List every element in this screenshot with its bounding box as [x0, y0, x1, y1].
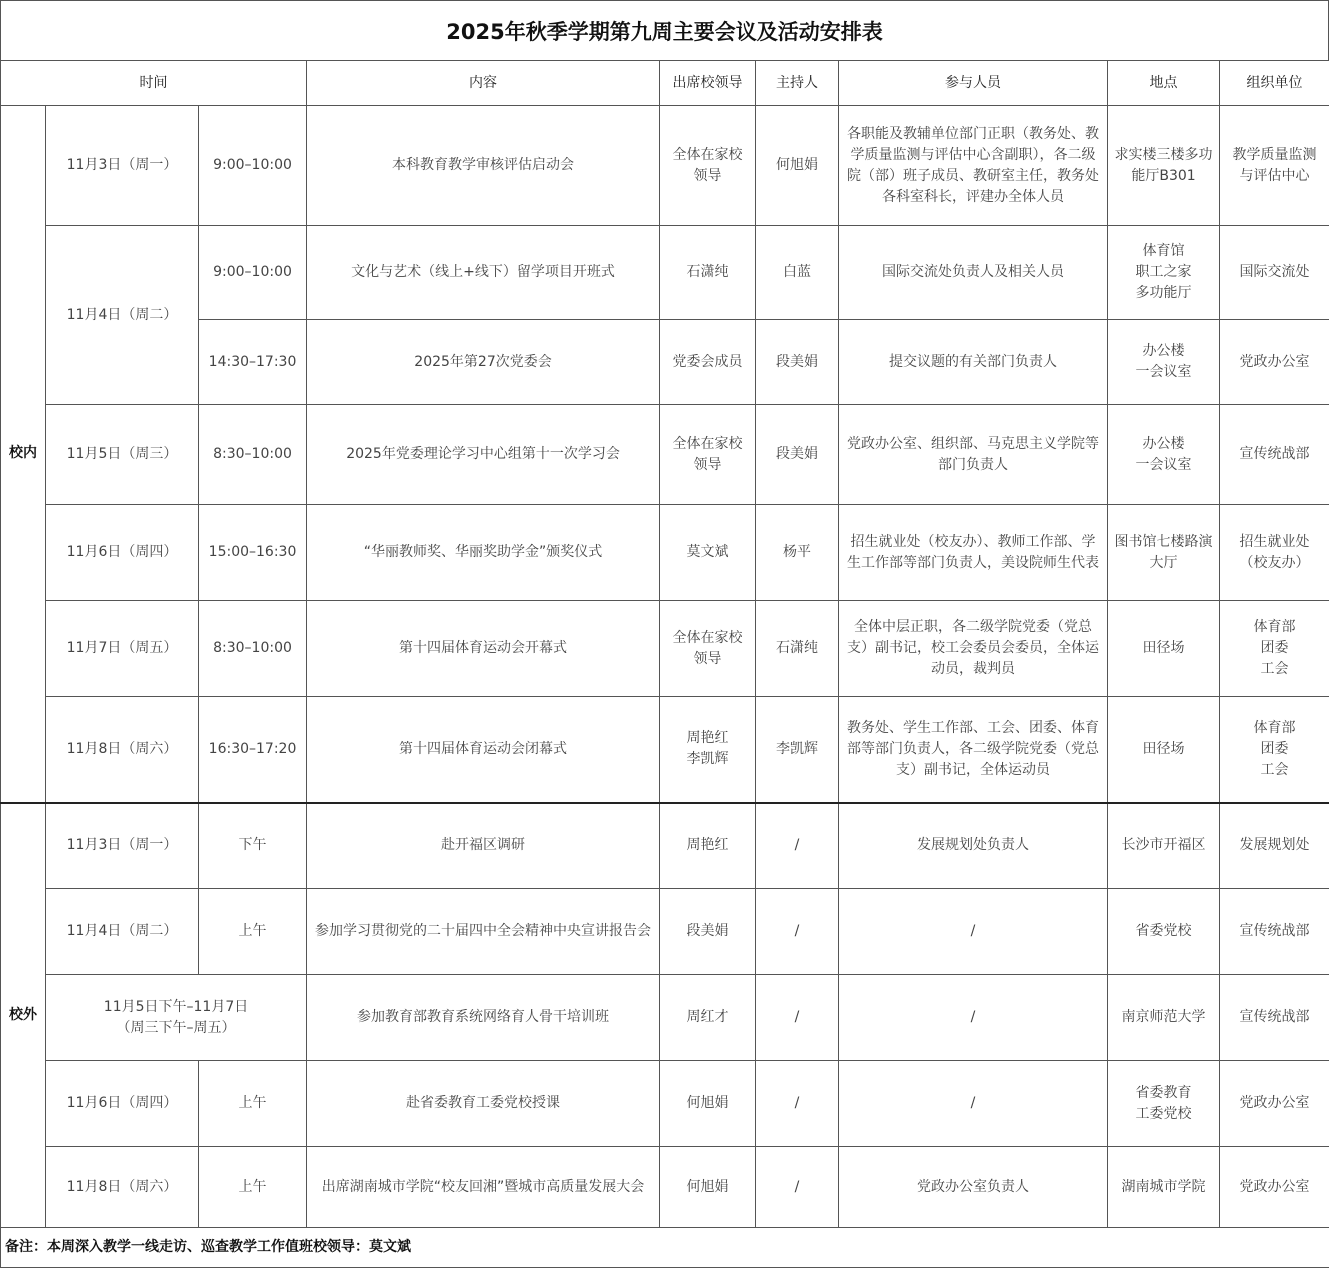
table-row — [1, 320, 1329, 405]
organizer-cell: 发展规划处 — [1220, 803, 1329, 889]
leader-cell — [660, 697, 756, 803]
leader-cell: 周红才 — [660, 975, 756, 1061]
location-cell — [1108, 1061, 1220, 1147]
schedule-table — [0, 60, 1329, 1268]
location-line: 办公楼 — [1142, 343, 1185, 359]
table-row — [1, 697, 1329, 803]
organizer-cell: 宣传统战部 — [1220, 889, 1329, 975]
date-cell: 11月4日（周二） — [46, 889, 199, 975]
location-cell: 省委党校 — [1108, 889, 1220, 975]
leader-cell: 石潇纯 — [660, 226, 756, 320]
host-cell: 石潇纯 — [756, 601, 839, 697]
group-label-internal: 校内 — [1, 106, 46, 803]
header-participants: 参与人员 — [839, 61, 1108, 106]
host-cell: 白蓝 — [756, 226, 839, 320]
host-cell: 何旭娟 — [756, 106, 839, 226]
location-cell: 南京师范大学 — [1108, 975, 1220, 1061]
host-cell: / — [756, 889, 839, 975]
table-row — [1, 601, 1329, 697]
location-line: 省委教育 — [1135, 1084, 1192, 1101]
participants-cell: 各职能及教辅单位部门正职（教务处、教学质量监测与评估中心含副职），各二级院（部）班子成员、教研室主任，教务处各科室科长，评建办全体人员 — [839, 106, 1108, 226]
leader-cell: 周艳红 — [660, 803, 756, 889]
header-row — [1, 61, 1329, 106]
table-row — [1, 505, 1329, 601]
participants-cell: / — [839, 975, 1108, 1061]
table-row — [1, 106, 1329, 226]
host-cell: 李凯辉 — [756, 697, 839, 803]
time-cell: 下午 — [199, 803, 307, 889]
participants-cell: 国际交流处负责人及相关人员 — [839, 226, 1108, 320]
organizer-line: 工会 — [1260, 761, 1289, 778]
group-label-external: 校外 — [1, 803, 46, 1228]
date-cell: 11月6日（周四） — [46, 1061, 199, 1147]
participants-cell: 党政办公室、组织部、马克思主义学院等部门负责人 — [839, 405, 1108, 505]
leader-cell: 全体在家校领导 — [660, 405, 756, 505]
time-cell: 上午 — [199, 1061, 307, 1147]
location-cell: 湖南城市学院 — [1108, 1147, 1220, 1228]
location-cell — [1108, 226, 1220, 320]
time-cell: 16:30–17:20 — [199, 697, 307, 803]
table-row — [1, 803, 1329, 889]
content-cell: 2025年党委理论学习中心组第十一次学习会 — [307, 405, 660, 505]
header-leader: 出席校领导 — [660, 61, 756, 106]
organizer-cell: 招生就业处（校友办） — [1220, 505, 1329, 601]
time-cell: 15:00–16:30 — [199, 505, 307, 601]
location-cell — [1108, 405, 1220, 505]
location-line: 体育馆 — [1142, 243, 1185, 259]
location-cell: 田径场 — [1108, 601, 1220, 697]
leader-line: 周艳红 — [686, 730, 729, 747]
content-cell: 第十四届体育运动会闭幕式 — [307, 697, 660, 803]
footnote: 备注：本周深入教学一线走访、巡查教学工作值班校领导：莫文斌 — [1, 1228, 1329, 1268]
table-row — [1, 405, 1329, 505]
location-cell: 田径场 — [1108, 697, 1220, 803]
organizer-line: 团委 — [1260, 640, 1289, 656]
organizer-line: 团委 — [1260, 740, 1289, 757]
date-cell: 11月3日（周一） — [46, 106, 199, 226]
location-line: 工委党校 — [1135, 1105, 1192, 1122]
location-line: 一会议室 — [1135, 364, 1192, 380]
date-line: 11月5日下午–11月7日 — [103, 998, 249, 1015]
content-cell: 出席湖南城市学院“校友回湘”暨城市高质量发展大会 — [307, 1147, 660, 1228]
organizer-cell: 国际交流处 — [1220, 226, 1329, 320]
content-cell: 赴省委教育工委党校授课 — [307, 1061, 660, 1147]
participants-cell: 发展规划处负责人 — [839, 803, 1108, 889]
date-line: （周三下午–周五） — [116, 1019, 236, 1036]
content-cell: 第十四届体育运动会开幕式 — [307, 601, 660, 697]
table-row — [1, 1147, 1329, 1228]
time-cell: 8:30–10:00 — [199, 601, 307, 697]
location-cell: 长沙市开福区 — [1108, 803, 1220, 889]
organizer-cell — [1220, 697, 1329, 803]
date-cell — [46, 975, 307, 1061]
leader-cell: 全体在家校领导 — [660, 106, 756, 226]
organizer-line: 体育部 — [1253, 619, 1296, 635]
header-organizer: 组织单位 — [1220, 61, 1329, 106]
time-cell: 上午 — [199, 889, 307, 975]
leader-cell: 全体在家校领导 — [660, 601, 756, 697]
content-cell: “华丽教师奖、华丽奖助学金”颁奖仪式 — [307, 505, 660, 601]
table-row — [1, 889, 1329, 975]
organizer-cell: 党政办公室 — [1220, 320, 1329, 405]
organizer-cell: 党政办公室 — [1220, 1147, 1329, 1228]
location-line: 职工之家 — [1135, 264, 1192, 280]
header-content: 内容 — [307, 61, 660, 106]
participants-cell: 提交议题的有关部门负责人 — [839, 320, 1108, 405]
time-cell: 上午 — [199, 1147, 307, 1228]
host-cell: 段美娟 — [756, 320, 839, 405]
content-cell: 赴开福区调研 — [307, 803, 660, 889]
participants-cell: 党政办公室负责人 — [839, 1147, 1108, 1228]
host-cell: / — [756, 803, 839, 889]
leader-cell: 段美娟 — [660, 889, 756, 975]
location-cell — [1108, 320, 1220, 405]
location-line: 多功能厅 — [1135, 285, 1192, 301]
date-cell: 11月8日（周六） — [46, 697, 199, 803]
leader-cell: 莫文斌 — [660, 505, 756, 601]
time-cell: 8:30–10:00 — [199, 405, 307, 505]
location-cell: 求实楼三楼多功能厅B301 — [1108, 106, 1220, 226]
host-cell: 段美娟 — [756, 405, 839, 505]
organizer-line: 体育部 — [1253, 719, 1296, 736]
organizer-cell: 宣传统战部 — [1220, 405, 1329, 505]
date-cell: 11月7日（周五） — [46, 601, 199, 697]
date-cell: 11月5日（周三） — [46, 405, 199, 505]
host-cell: / — [756, 1147, 839, 1228]
participants-cell: 教务处、学生工作部、工会、团委、体育部等部门负责人，各二级学院党委（党总支）副书记，全体运动员 — [839, 697, 1108, 803]
organizer-line: 工会 — [1260, 661, 1289, 677]
time-cell: 9:00–10:00 — [199, 226, 307, 320]
participants-cell: / — [839, 1061, 1108, 1147]
organizer-cell: 教学质量监测与评估中心 — [1220, 106, 1329, 226]
content-cell: 文化与艺术（线上+线下）留学项目开班式 — [307, 226, 660, 320]
content-cell: 参加学习贯彻党的二十届四中全会精神中央宣讲报告会 — [307, 889, 660, 975]
table-row — [1, 1061, 1329, 1147]
content-cell: 2025年第27次党委会 — [307, 320, 660, 405]
host-cell: 杨平 — [756, 505, 839, 601]
host-cell: / — [756, 975, 839, 1061]
header-host: 主持人 — [756, 61, 839, 106]
header-time: 时间 — [1, 61, 307, 106]
participants-cell: / — [839, 889, 1108, 975]
date-cell: 11月6日（周四） — [46, 505, 199, 601]
organizer-cell — [1220, 601, 1329, 697]
leader-cell: 何旭娟 — [660, 1061, 756, 1147]
organizer-cell: 宣传统战部 — [1220, 975, 1329, 1061]
note-row — [1, 1228, 1329, 1268]
leader-line: 李凯辉 — [686, 751, 729, 768]
table-row — [1, 975, 1329, 1061]
date-cell: 11月4日（周二） — [46, 226, 199, 405]
date-cell: 11月8日（周六） — [46, 1147, 199, 1228]
location-line: 一会议室 — [1135, 456, 1192, 473]
header-location: 地点 — [1108, 61, 1220, 106]
content-cell: 本科教育教学审核评估启动会 — [307, 106, 660, 226]
participants-cell: 全体中层正职，各二级学院党委（党总支）副书记，校工会委员会委员，全体运动员，裁判员 — [839, 601, 1108, 697]
leader-cell: 党委会成员 — [660, 320, 756, 405]
leader-cell: 何旭娟 — [660, 1147, 756, 1228]
page-title: 2025年秋季学期第九周主要会议及活动安排表 — [0, 0, 1329, 60]
host-cell: / — [756, 1061, 839, 1147]
time-cell: 9:00–10:00 — [199, 106, 307, 226]
table-row — [1, 226, 1329, 320]
location-line: 办公楼 — [1142, 435, 1185, 452]
time-cell: 14:30–17:30 — [199, 320, 307, 405]
organizer-cell: 党政办公室 — [1220, 1061, 1329, 1147]
location-cell: 图书馆七楼路演大厅 — [1108, 505, 1220, 601]
content-cell: 参加教育部教育系统网络育人骨干培训班 — [307, 975, 660, 1061]
participants-cell: 招生就业处（校友办）、教师工作部、学生工作部等部门负责人，美设院师生代表 — [839, 505, 1108, 601]
date-cell: 11月3日（周一） — [46, 803, 199, 889]
